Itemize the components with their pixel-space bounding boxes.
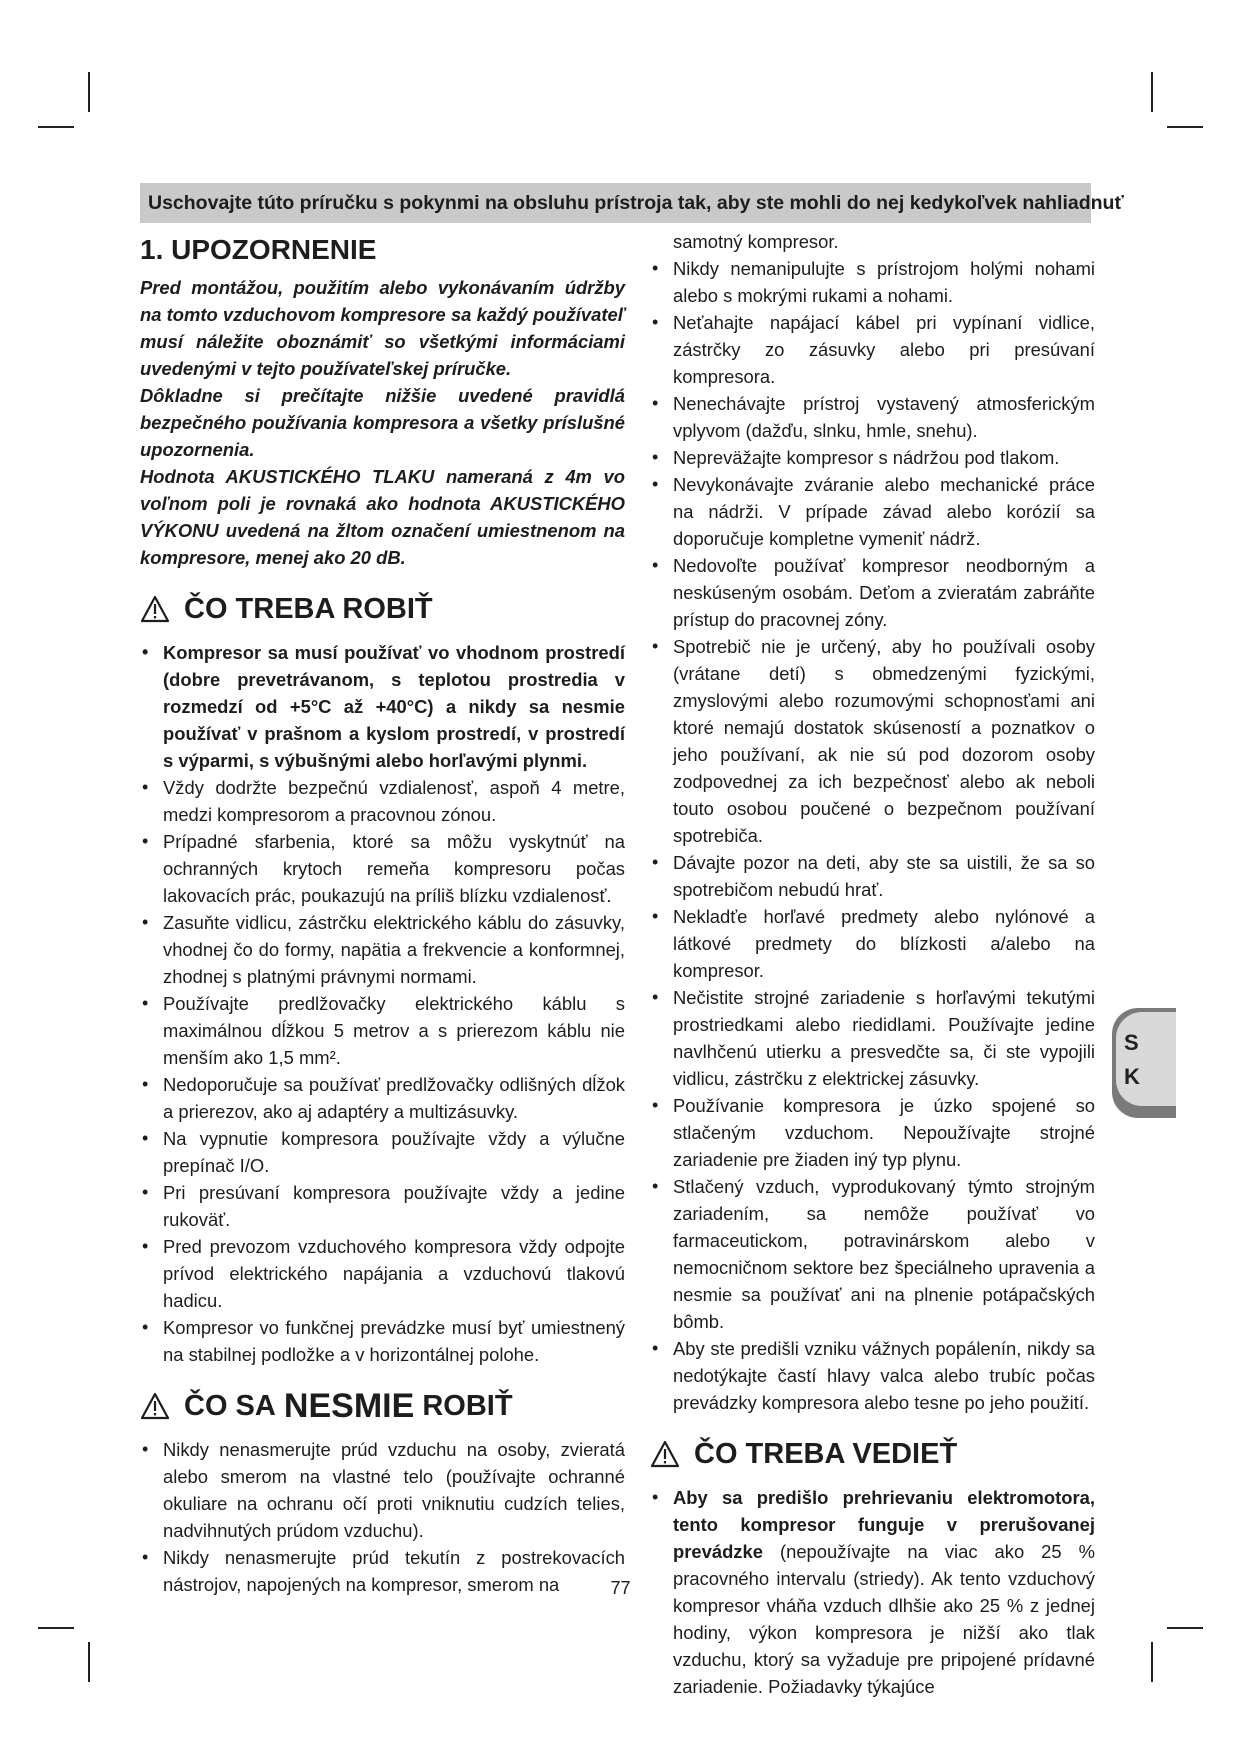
list-item: • Pri presúvaní kompresora používajte vždy a jedine rukoväť. [140,1179,625,1233]
warning-icon [140,595,170,623]
list-item: • Kompresor sa musí používať vo vhodnom prostredí (dobre prevetrávanom, s teplotou prostredia v rozmedzí od +5°C až +40°C) a nikdy sa nesmie používať v prašnom a kyslom prostredí, v prostredí s výparmi, s výbušnými alebo horľavými plynmi. [140,639,625,774]
do-list [140,639,625,1368]
right-column [650,228,1095,1700]
continuation-text: samotný kompresor. [673,231,839,252]
section-title: 1. UPOZORNENIE [140,234,377,265]
do-heading [140,589,625,629]
list-item: • Nikdy nenasmerujte prúd tekutín z postrekovacích nástrojov, napojených na kompresor, smerom na [140,1544,625,1598]
list-item: • Pred prevozom vzduchového kompresora vždy odpojte prívod elektrického napájania a vzduchovú tlakovú hadicu. [140,1233,625,1314]
list-item: • Nepreväžajte kompresor s nádržou pod tlakom. [650,444,1095,471]
list-item: • Používajte predlžovačky elektrického káblu s maximálnou dĺžkou 5 metrov a s prierezom káblu nie menším ako 1,5 mm². [140,990,625,1071]
language-tab-letter: K [1124,1064,1140,1089]
intro-paragraph: Pred montážou, použitím alebo vykonávaním údržby na tomto vzduchovom kompresore sa každý používateľ musí náležite oboznámiť so všetkými informáciami uvedenými v tejto používateľskej príručke. [140,277,625,379]
know-heading [650,1434,1095,1474]
dont-heading-b: NESMIE [283,1387,415,1425]
crop-mark [1167,1627,1203,1629]
crop-mark [38,1627,74,1629]
know-item-rest: (nepoužívajte na viac ako 25 % pracovného intervalu (striedy). Ak tento vzduchový kompresor vháňa vzduch dlhšie ako 25 % z jednej hodiny, výkon kompresora je nižší ako tlak vzduchu, ktorý sa vyžaduje pre pripojené prídavné zariadenie. Požiadavky týkajúce [673,1541,1095,1697]
list-item: • Dávajte pozor na deti, aby ste sa uistili, že sa so spotrebičom nebudú hrať. [650,849,1095,903]
crop-mark [1151,1642,1153,1682]
list-item: • Nekladťe horľavé predmety alebo nylónové a látkové predmety do blízkosti a/alebo na kompresor. [650,903,1095,984]
list-item: • Nedovoľte používať kompresor neodborným a neskúseným osobám. Deťom a zvieratám zabráňte prístup do pracovnej zóny. [650,552,1095,633]
know-heading-text: ČO TREBA VEDIEŤ [694,1438,958,1470]
list-item: • Nedoporučuje sa používať predlžovačky odlišných dĺžok a prierezov, ako aj adaptéry a multizásuvky. [140,1071,625,1125]
list-item: • Aby ste predišli vzniku vážnych popálenín, nikdy sa nedotýkajte častí hlavy valca alebo trubíc počas prevádzky kompresora alebo tesne po jeho použití. [650,1335,1095,1416]
crop-mark [88,72,90,112]
header-banner: Uschovajte túto príručku s pokynmi na obsluhu prístroja tak, aby ste mohli do nej kedykoľvek nahliadnuť [140,183,1091,223]
intro-paragraph: Dôkladne si prečítajte nižšie uvedené pravidlá bezpečného používania kompresora a všetky príslušné upozornenia. [140,385,625,460]
intro-paragraph: Hodnota AKUSTICKÉHO TLAKU nameraná z 4m vo voľnom poli je rovnaká ako hodnota AKUSTICKÉHO VÝKONU uvedená na žltom označení umiestnenom na kompresore, menej ako 20 dB. [140,466,625,568]
language-tab-inner [1116,1012,1176,1106]
list-item: • Kompresor vo funkčnej prevádzke musí byť umiestnený na stabilnej podložke a v horizontálnej polohe. [140,1314,625,1368]
dont-list [140,1436,625,1598]
know-item-bold: Aby sa predišlo prehrievaniu elektromotora, tento kompresor funguje v prerušovanej prevádzke [673,1487,1095,1562]
do-heading-text: ČO TREBA ROBIŤ [184,593,433,625]
list-item: • Vždy dodržte bezpečnú vzdialenosť, aspoň 4 metre, medzi kompresorom a pracovnou zónou. [140,774,625,828]
warning-icon [650,1440,680,1468]
crop-mark [1167,126,1203,128]
page-number: 77 [610,1578,631,1598]
left-column [140,228,625,1598]
list-item: • Spotrebič nie je určený, aby ho používali osoby (vrátane detí) s obmedzenými fyzickými, zmyslovými alebo rozumovými schopnosťami ani ktoré nemajú dostatok skúseností a poznatkov o jeho používaní, ak nie sú pod dozorom osoby zodpovednej za ich bezpečnosť alebo ak neboli touto osobou poučené o bezpečnom používaní spotrebiča. [650,633,1095,849]
list-item: • Na vypnutie kompresora používajte vždy a výlučne prepínač I/O. [140,1125,625,1179]
list-item: • Nikdy nenasmerujte prúd vzduchu na osoby, zvieratá alebo smerom na vlastné telo (používajte ochranné okuliare na ochranu očí proti vniknutiu cudzích telies, nadvihnutých prúdom vzduchu). [140,1436,625,1544]
intro-text [140,274,625,571]
dont-heading-a: ČO SA [184,1390,276,1422]
list-item: • Stlačený vzduch, vyprodukovaný týmto strojným zariadením, sa nemôže používať vo farmaceutickom, potravinárskom alebo v nemocničnom sektore bez špeciálneho upravenia a nesmie sa používať ani na plnenie potápačských bômb. [650,1173,1095,1335]
list-item: • Používanie kompresora je úzko spojené so stlačeným vzduchom. Nepoužívajte strojné zariadenie pre žiaden iný typ plynu. [650,1092,1095,1173]
list-item: • Nečistite strojné zariadenie s horľavými tekutými prostriedkami alebo riedidlami. Používajte jedine navlhčenú utierku a presvedčte sa, či ste vypojili vidlicu, zástrčku z elektrickej zásuvky. [650,984,1095,1092]
dont-list-continued [650,255,1095,1416]
warning-icon [140,1392,170,1420]
crop-mark [38,126,74,128]
language-tab-letter: S [1124,1030,1139,1055]
crop-mark [88,1642,90,1682]
list-item: • Nenechávajte prístroj vystavený atmosferickým vplyvom (dažďu, slnku, hmle, snehu). [650,390,1095,444]
list-item: • Nevykonávajte zváranie alebo mechanické práce na nádrži. V prípade závad alebo korózií sa doporučuje kompletne vymeniť nádrž. [650,471,1095,552]
list-item: • Zasuňte vidlicu, zástrčku elektrického káblu do zásuvky, vhodnej čo do formy, napätia a frekvencie a konformnej, zhodnej s platnými právnymi normami. [140,909,625,990]
dont-heading [140,1386,625,1426]
list-item: • Prípadné sfarbenia, ktoré sa môžu vyskytnúť na ochranných krytoch remeňa kompresoru počas lakovacích prác, poukazujú na príliš blízku vzdialenosť. [140,828,625,909]
list-item: • Nikdy nemanipulujte s prístrojom holými nohami alebo s mokrými rukami a nohami. [650,255,1095,309]
crop-mark [1151,72,1153,112]
list-item: • Neťahajte napájací kábel pri vypínaní vidlice, zástrčky zo zásuvky alebo pri presúvaní kompresora. [650,309,1095,390]
language-tab [1112,1008,1176,1118]
dont-heading-c: ROBIŤ [422,1390,513,1422]
